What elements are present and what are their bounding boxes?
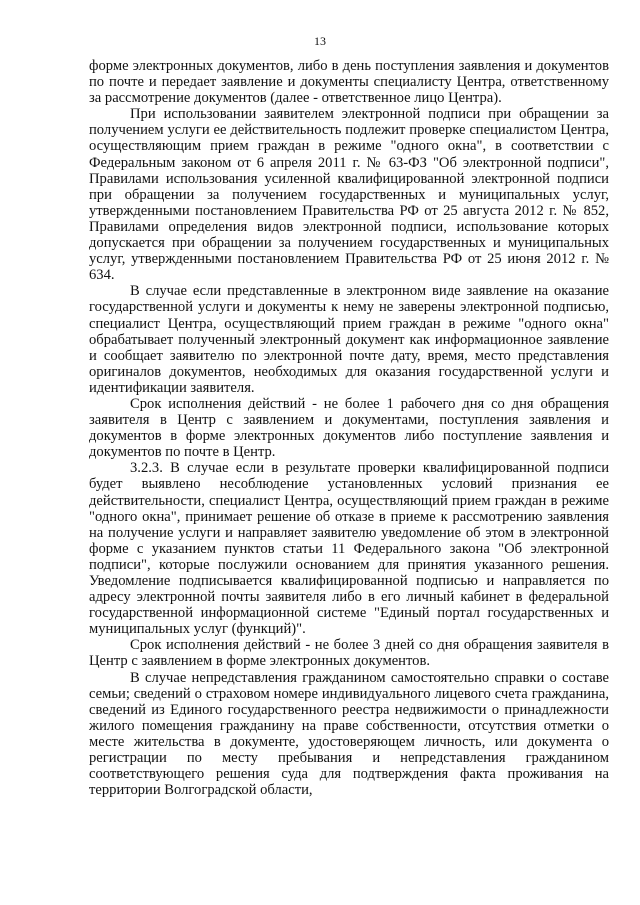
paragraph-electronic-signature-check: При использовании заявителем электронной подписи при обращении за получением услуги ее действительность подлежит проверке специалистом Центра, осуществляющим прием граждан в режиме "одного окна", в соответствии с Федеральным законом от 6 апреля 2011 г. № 63-ФЗ "Об электронной подписи", Правилами использования усиленной квалифицированной электронной подписи при обращении за получением государственных и муниципальных услуг, утвержденными постановлением Правительства РФ от 25 августа 2012 г. № 852, Правилами определения видов электронной подписи, использование которых допускается при обращении за получением государственных и муниципальных услуг, утвержденными постановлением Правительства РФ от 25 июня 2012 г. № 634. bbox=[89, 106, 609, 284]
paragraph-1-continuation: форме электронных документов, либо в день поступления заявления и документов по почте и передает заявление и документы специалисту Центра, ответственному за рассмотрение документов (далее - ответственное лицо Центра). bbox=[89, 58, 609, 107]
document-body bbox=[89, 58, 609, 798]
page-number: 13 bbox=[314, 34, 326, 48]
paragraph-3-2-3: 3.2.3. В случае если в результате проверки квалифицированной подписи будет выявлено несоблюдение установленных условий признания ее действительности, специалист Центра, осуществляющий прием граждан в режиме "одного окна", принимает решение об отказе в приеме к рассмотрению заявления на получение услуги и направляет заявителю уведомление об этом в электронной форме с указанием пунктов статьи 11 Федерального закона "Об электронной подписи", которые послужили основанием для принятия указанного решения. Уведомление подписывается квалифицированной подписью и направляется по адресу электронной почты заявителя либо в его личный кабинет в федеральной государственной информационной системе "Единый портал государственных и муниципальных услуг (функций)". bbox=[89, 460, 609, 638]
paragraph-deadline-3-days: Срок исполнения действий - не более 3 дней со дня обращения заявителя в Центр с заявлением в форме электронных документов. bbox=[89, 637, 609, 670]
paragraph-deadline-1-day: Срок исполнения действий - не более 1 рабочего дня со дня обращения заявителя в Центр с заявлением и документами, поступления заявления и документов в форме электронных документов либо поступление заявления и документов по почте в Центр. bbox=[89, 395, 609, 461]
paragraph-unsigned-documents: В случае если представленные в электронном виде заявление на оказание государственной услуги и документы к нему не заверены электронной подписью, специалист Центра, осуществляющий прием граждан в режиме "одного окна" обрабатывает полученный электронный документ как информационное заявление и сообщает заявителю по электронной почте дату, время, место представления оригиналов документов, необходимых для оказания государственной услуги и идентификации заявителя. bbox=[89, 283, 609, 396]
paragraph-non-submission: В случае непредставления гражданином самостоятельно справки о составе семьи; сведений о страховом номере индивидуального лицевого счета гражданина, сведений из Единого государственного реестра недвижимости о принадлежности жилого помещения гражданину на праве собственности, отсутствия отметки о месте жительства в документе, удостоверяющем личность, или документа о регистрации по месту пребывания и непредставления гражданином соответствующего решения суда для подтверждения факта проживания на территории Волгоградской области, bbox=[89, 669, 609, 799]
